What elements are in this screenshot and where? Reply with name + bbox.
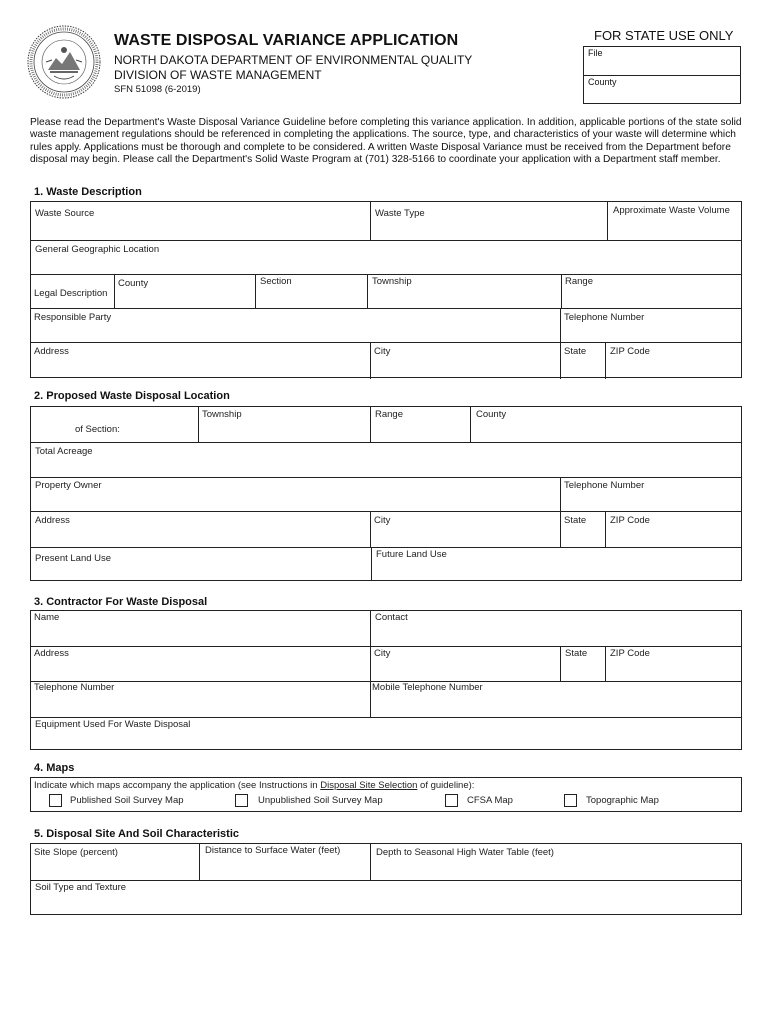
legal-township-label: Township xyxy=(372,276,412,287)
waste-type-field[interactable] xyxy=(370,202,607,240)
file-field[interactable] xyxy=(584,47,740,76)
waste-type-label: Waste Type xyxy=(375,208,425,219)
owner-address-field[interactable] xyxy=(31,512,370,548)
depth-water-table-field[interactable] xyxy=(370,844,741,880)
cfsa-map-label: CFSA Map xyxy=(467,795,513,806)
contractor-city-label: City xyxy=(374,648,391,659)
contractor-address-field[interactable] xyxy=(31,647,370,682)
table-row xyxy=(31,274,741,309)
soil-type-field[interactable] xyxy=(31,880,741,915)
owner-telephone-field[interactable] xyxy=(560,478,741,512)
unpublished-soil-label: Unpublished Soil Survey Map xyxy=(258,795,383,806)
legal-section-field[interactable] xyxy=(255,275,367,309)
contractor-zip-field[interactable] xyxy=(605,647,741,682)
legal-township-field[interactable] xyxy=(367,275,561,309)
contractor-name-label: Name xyxy=(34,612,60,623)
contractor-city-field[interactable] xyxy=(370,647,560,682)
owner-zip-label: ZIP Code xyxy=(610,515,650,526)
distance-water-field[interactable] xyxy=(199,844,370,880)
table-row xyxy=(31,646,741,682)
resp-city-field[interactable] xyxy=(370,343,560,379)
loc-county-label: County xyxy=(476,409,507,420)
section-3-heading: 3. Contractor For Waste Disposal xyxy=(34,596,208,608)
file-label: File xyxy=(588,48,603,58)
equipment-label: Equipment Used For Waste Disposal xyxy=(35,719,191,730)
waste-source-label: Waste Source xyxy=(35,208,95,219)
geo-location-label: General Geographic Location xyxy=(35,244,160,255)
owner-state-field[interactable] xyxy=(560,512,605,548)
state-use-box xyxy=(583,46,741,104)
responsible-party-label: Responsible Party xyxy=(34,312,112,323)
section-2-heading: 2. Proposed Waste Disposal Location xyxy=(34,390,230,402)
contractor-address-label: Address xyxy=(34,648,69,659)
resp-city-label: City xyxy=(374,346,391,357)
site-soil-table xyxy=(30,843,742,915)
legal-range-label: Range xyxy=(565,276,593,287)
contractor-table xyxy=(30,610,742,750)
resp-zip-label: ZIP Code xyxy=(610,346,650,357)
site-slope-field[interactable] xyxy=(31,844,199,880)
owner-state-label: State xyxy=(564,515,587,526)
present-land-use-field[interactable] xyxy=(31,548,371,581)
site-slope-label: Site Slope (percent) xyxy=(34,847,118,858)
future-land-use-label: Future Land Use xyxy=(376,549,447,560)
legal-county-label: County xyxy=(118,278,149,289)
loc-range-label: Range xyxy=(375,409,403,420)
section-4-heading: 4. Maps xyxy=(34,762,75,774)
cfsa-map-checkbox[interactable] xyxy=(445,794,458,807)
contractor-name-field[interactable] xyxy=(31,611,370,646)
resp-address-field[interactable] xyxy=(31,343,370,379)
property-owner-label: Property Owner xyxy=(35,480,102,491)
legal-description-cell xyxy=(31,275,114,309)
approx-volume-field[interactable] xyxy=(607,202,741,240)
contractor-mobile-label: Mobile Telephone Number xyxy=(372,682,483,693)
maps-instruction-suffix: of guideline): xyxy=(417,780,475,791)
loc-county-field[interactable] xyxy=(470,407,741,442)
equipment-field[interactable] xyxy=(31,717,741,750)
resp-state-label: State xyxy=(564,346,587,357)
table-row xyxy=(31,202,741,240)
resp-state-field[interactable] xyxy=(560,343,605,379)
soil-type-label: Soil Type and Texture xyxy=(35,882,127,893)
owner-address-label: Address xyxy=(35,515,70,526)
contractor-state-label: State xyxy=(565,648,588,659)
state-county-label: County xyxy=(588,77,617,87)
contractor-zip-label: ZIP Code xyxy=(610,648,650,659)
contractor-mobile-field[interactable] xyxy=(370,682,741,718)
disposal-site-selection-link: Disposal Site Selection xyxy=(320,780,418,791)
loc-range-field[interactable] xyxy=(370,407,470,442)
contractor-contact-field[interactable] xyxy=(370,611,741,646)
owner-city-label: City xyxy=(374,515,391,526)
loc-township-label: Township xyxy=(202,409,242,420)
instructions-paragraph: Please read the Department's Waste Disposal Variance Guideline before completing this variance application. In addition, applicable portions of the state solid waste management regulations should be referenced in completing the applications. The source, type, and characteristics of your waste will determine which rules apply. Applications must be thorough and complete to be considered. A written Waste Disposal Variance must be received from the Department before disposal may begin. Please call the Department's Solid Waste Program at (701) 328-5166 to coordinate your application with a Department staff member. xyxy=(30,117,742,166)
resp-telephone-label: Telephone Number xyxy=(564,312,645,323)
responsible-party-field[interactable] xyxy=(31,309,560,343)
maps-instruction-prefix: Indicate which maps accompany the application (see Instructions in xyxy=(34,780,321,791)
owner-telephone-label: Telephone Number xyxy=(564,480,645,491)
legal-description-label: Legal Description xyxy=(34,288,108,299)
section-1-heading: 1. Waste Description xyxy=(34,186,142,198)
property-owner-field[interactable] xyxy=(31,478,560,512)
resp-telephone-field[interactable] xyxy=(560,309,741,343)
table-row xyxy=(31,681,741,718)
loc-township-field[interactable] xyxy=(198,407,370,442)
section-5-heading: 5. Disposal Site And Soil Characteristic xyxy=(34,828,239,840)
geo-location-field[interactable] xyxy=(31,240,741,275)
depth-water-table-label: Depth to Seasonal High Water Table (feet) xyxy=(376,847,554,858)
waste-source-field[interactable] xyxy=(31,202,370,240)
state-county-field[interactable] xyxy=(584,75,740,104)
resp-address-label: Address xyxy=(34,346,69,357)
table-row xyxy=(31,547,741,581)
table-row xyxy=(31,511,741,548)
resp-zip-field[interactable] xyxy=(605,343,741,379)
published-soil-checkbox[interactable] xyxy=(49,794,62,807)
distance-water-label: Distance to Surface Water (feet) xyxy=(205,845,341,856)
approx-volume-label: Approximate Waste Volume xyxy=(613,205,730,216)
division-name: DIVISION OF WASTE MANAGEMENT xyxy=(114,68,322,82)
disposal-location-table xyxy=(30,406,742,581)
contractor-telephone-field[interactable] xyxy=(31,682,370,718)
maps-box xyxy=(30,777,742,812)
contractor-telephone-label: Telephone Number xyxy=(34,682,115,693)
topographic-map-label: Topographic Map xyxy=(586,795,659,806)
present-land-use-label: Present Land Use xyxy=(35,553,112,564)
table-row xyxy=(31,844,741,880)
contractor-contact-label: Contact xyxy=(375,612,408,623)
form-number: SFN 51098 (6-2019) xyxy=(114,84,201,95)
table-row xyxy=(31,611,741,646)
topographic-map-checkbox[interactable] xyxy=(564,794,577,807)
form-title: WASTE DISPOSAL VARIANCE APPLICATION xyxy=(114,32,459,49)
table-row xyxy=(31,407,741,442)
table-row xyxy=(31,477,741,512)
of-section-field[interactable] xyxy=(31,407,198,442)
table-row xyxy=(31,342,741,379)
legal-section-label: Section xyxy=(260,276,292,287)
total-acreage-label: Total Acreage xyxy=(35,446,93,457)
total-acreage-field[interactable] xyxy=(31,442,741,478)
unpublished-soil-checkbox[interactable] xyxy=(235,794,248,807)
department-name: NORTH DAKOTA DEPARTMENT OF ENVIRONMENTAL QUALITY xyxy=(114,53,473,67)
waste-description-table xyxy=(30,201,742,378)
owner-city-field[interactable] xyxy=(370,512,560,548)
owner-zip-field[interactable] xyxy=(605,512,741,548)
table-row xyxy=(31,308,741,343)
published-soil-label: Published Soil Survey Map xyxy=(70,795,184,806)
future-land-use-field[interactable] xyxy=(371,548,741,581)
legal-county-field[interactable] xyxy=(114,275,255,309)
maps-instruction xyxy=(34,780,474,791)
legal-range-field[interactable] xyxy=(561,275,741,309)
of-section-label: of Section: xyxy=(75,424,120,435)
contractor-state-field[interactable] xyxy=(560,647,605,682)
state-use-heading: FOR STATE USE ONLY xyxy=(594,28,734,43)
state-seal-logo xyxy=(26,24,102,100)
